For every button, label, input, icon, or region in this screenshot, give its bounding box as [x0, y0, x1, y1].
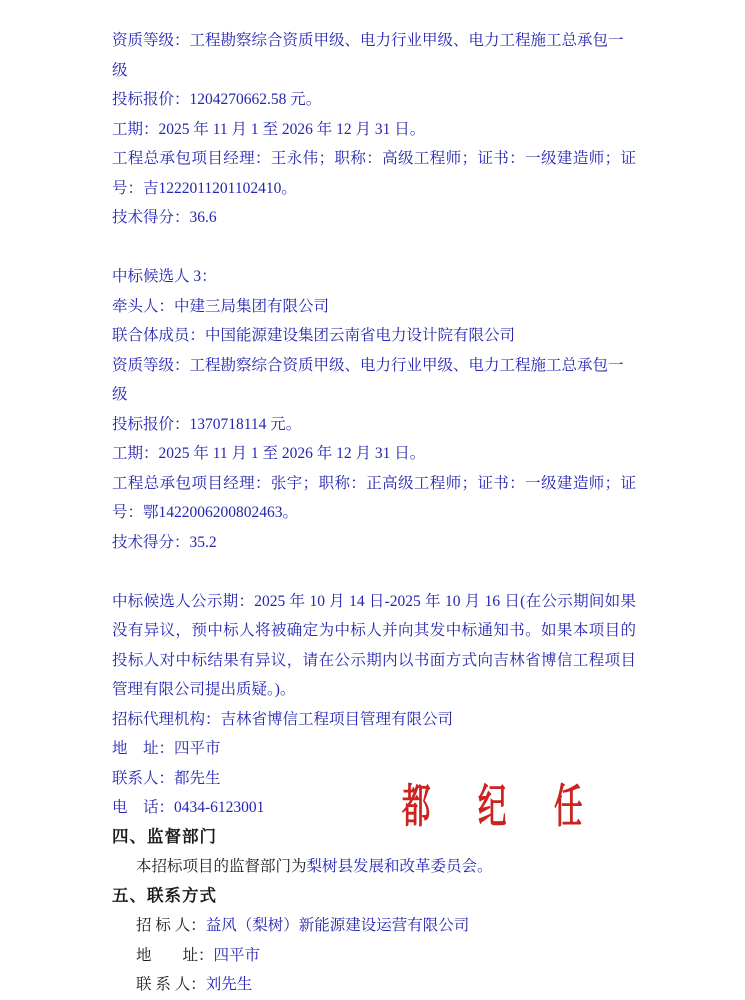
text-segment: 地 址： [136, 946, 214, 964]
doc-line [112, 941, 636, 971]
doc-line: 招标代理机构：吉林省博信工程项目管理有限公司 [112, 710, 454, 728]
doc-line: 工期：2025 年 11 月 1 至 2026 年 12 月 31 日。 [112, 120, 426, 138]
blank-line [112, 557, 636, 587]
section-heading: 四、监督部门 [112, 827, 217, 846]
text-segment: 益风（梨树）新能源建设运营有限公司 [205, 917, 470, 934]
doc-line: 牵头人：中建三局集团有限公司 [112, 297, 330, 315]
text-segment: 刘先生 [205, 976, 253, 993]
doc-line [112, 970, 636, 1000]
stamp-character: 纪 [478, 781, 507, 832]
text-segment: 本招标项目的监督部门为 [136, 858, 307, 875]
document-content [112, 26, 636, 1000]
doc-line: 技术得分：35.2 [112, 533, 217, 551]
doc-line [112, 911, 636, 941]
text-segment: 联 系 人： [136, 976, 206, 993]
doc-line: 投标报价：1204270662.58 元。 [112, 91, 322, 108]
doc-line: 工程总承包项目经理：王永伟；职称：高级工程师；证书：一级建造师；证号：吉1222011201102410。 [112, 150, 636, 197]
section-heading: 五、联系方式 [112, 886, 217, 905]
doc-line: 电 话：0434-6123001 [112, 799, 265, 816]
doc-line: 中标候选人公示期：2025 年 10 月 14 日-2025 年 10 月 16 日(在公示期间如果没有异议，预中标人将被确定为中标人并向其发中标通知书。如果本项目的投标人对中标结果有异议，请在公示期内以书面方式向吉林省博信工程项目管理有限公司提出质疑。)。 [112, 592, 636, 698]
text-segment: 招 标 人： [136, 917, 206, 934]
doc-line: 地 址：四平市 [112, 740, 221, 757]
doc-line: 资质等级：工程勘察综合资质甲级、电力行业甲级、电力工程施工总承包一级 [112, 32, 624, 79]
doc-line: 中标候选人 3： [112, 268, 217, 285]
text-segment: 梨树县发展和改革委员会。 [306, 858, 493, 875]
doc-line [112, 852, 636, 882]
blank-line [112, 233, 636, 263]
doc-line: 投标报价：1370718114 元。 [112, 415, 302, 433]
text-segment: 四平市 [213, 946, 261, 964]
stamp-character: 都 [402, 781, 431, 832]
doc-line: 工期：2025 年 11 月 1 至 2026 年 12 月 31 日。 [112, 445, 426, 462]
doc-line: 资质等级：工程勘察综合资质甲级、电力行业甲级、电力工程施工总承包一级 [112, 356, 624, 403]
red-stamp [402, 781, 600, 832]
doc-line: 联系人：都先生 [112, 769, 221, 787]
doc-line: 联合体成员：中国能源建设集团云南省电力设计院有限公司 [112, 327, 516, 344]
doc-line: 技术得分：36.6 [112, 209, 217, 226]
stamp-character: 任 [554, 781, 583, 832]
doc-line: 工程总承包项目经理：张宇；职称：正高级工程师；证书：一级建造师；证号：鄂1422006200802463。 [112, 474, 636, 521]
